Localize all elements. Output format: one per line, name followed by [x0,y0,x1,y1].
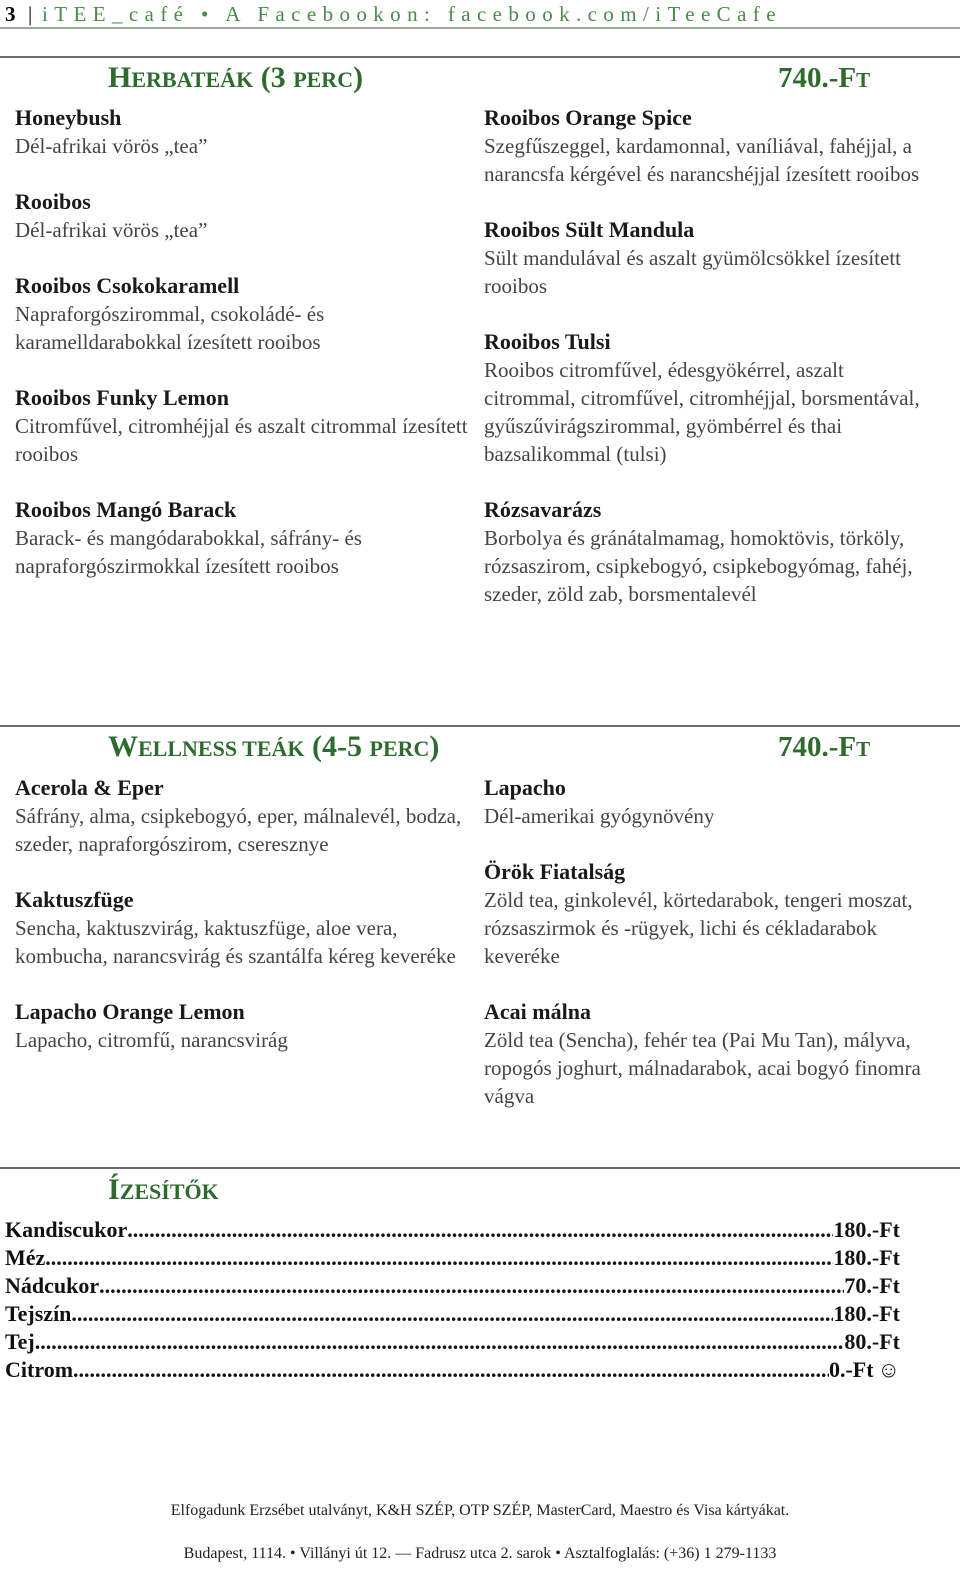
section-title-herbal [108,60,363,98]
flavor-row [5,1244,900,1272]
flavor-price: 70.-Ft [844,1273,900,1298]
menu-item [15,384,470,468]
title-paren-open: (4-5 [312,730,370,763]
section-rule-flavors [0,1167,960,1169]
flavor-row [5,1356,900,1384]
section-rule-wellness [0,725,960,727]
menu-item [15,104,470,160]
title-initial: H [108,61,132,94]
flavor-label: Tej [5,1329,35,1354]
title-initial: Í [108,1173,120,1206]
menu-item-name: Acerola & Eper [15,775,164,800]
menu-item-name: Lapacho [484,775,566,800]
payment-info: Elfogadunk Erzsébet utalványt, K&H SZÉP, OTP SZÉP, MasterCard, Maestro és Visa kártyákat. [170,1502,790,1519]
price-main: 740.-F [778,62,857,94]
menu-item-name: Lapacho Orange Lemon [15,999,245,1024]
menu-item-description: Citromfűvel, citromhéjjal és aszalt citrommal ízesített rooibos [15,414,468,466]
menu-item-description: Zöld tea, ginkolevél, körtedarabok, tengeri moszat, rózsaszirmok és -rügyek, lichi és cékladarabok keveréke [484,888,913,968]
price-main: 740.-F [778,731,857,763]
title-paren-open: (3 [260,61,294,94]
flavor-label: Méz [5,1245,46,1270]
menu-item-name: Rooibos Mangó Barack [15,497,237,522]
menu-item-name: Rooibos Sült Mandula [484,217,695,242]
flavor-label: Citrom [5,1357,74,1382]
title-rest: ZESÍTŐK [119,1179,219,1204]
herbal-left-column [15,104,470,608]
page-number: 3 [5,2,16,26]
menu-item-description: Dél-afrikai vörös „tea” [15,218,208,242]
flavor-price: 80.-Ft [844,1329,900,1354]
menu-item [15,774,470,858]
flavor-price-list [5,1216,900,1384]
menu-item [484,216,934,300]
menu-item [484,104,934,188]
menu-item [484,858,934,970]
menu-item [484,998,934,1110]
menu-item-name: Rooibos Orange Spice [484,105,692,130]
header-separator: | [28,2,33,26]
price-sc: T [856,68,871,92]
section-price-wellness [778,729,870,767]
menu-item-name: Rooibos Csokokaramell [15,273,240,298]
dot-leader [45,1244,833,1272]
wellness-right-column [484,774,934,1138]
flavor-row [5,1272,900,1300]
price-sc: T [856,737,871,761]
menu-item [15,998,470,1054]
menu-item [15,188,470,244]
title-paren-sc: PERC [369,736,430,761]
menu-item-description: Sült mandulával és aszalt gyümölcsökkel ízesített rooibos [484,246,901,298]
flavor-row [5,1328,900,1356]
title-rest: ERBATEÁK [131,67,254,92]
section-title-flavors [108,1172,219,1210]
menu-item-description: Napraforgószirommal, csokoládé- és karamelldarabokkal ízesített rooibos [15,302,325,354]
dot-leader [127,1216,833,1244]
title-paren-close: ) [353,61,364,94]
menu-item-description: Rooibos citromfűvel, édesgyökérrel, aszalt citrommal, citromfűvel, citromhéjjal, borsmentával, gyűszűvirágszirommal, gyömbérrel és thai bazsalikommal (tulsi) [484,358,920,466]
address-info: Budapest, 1114. • Villányi út 12. — Fadrusz utca 2. sarok • Asztalfoglalás: (+36) 1 279-1133 [183,1545,777,1562]
menu-item [15,272,470,356]
menu-item-description: Sencha, kaktuszvirág, kaktuszfüge, aloe vera, kombucha, narancsvirág és szantálfa kéreg keveréke [15,916,456,968]
wellness-left-column [15,774,470,1082]
menu-item-description: Szegfűszeggel, kardamonnal, vaníliával, fahéjjal, a narancsfa kérgével és narancshéjjal ízesített rooibos [484,134,920,186]
dot-leader [73,1356,829,1384]
herbal-right-column [484,104,934,636]
smiley-icon: ☺ [877,1357,900,1382]
flavor-row [5,1300,900,1328]
section-price-herbal [778,60,870,98]
menu-item-name: Rózsavarázs [484,497,602,522]
title-paren-sc: PERC [293,67,354,92]
menu-item-name: Rooibos [15,189,91,214]
menu-item-description: Lapacho, citromfű, narancsvirág [15,1028,288,1052]
menu-item [484,774,934,830]
page-header [0,0,960,28]
flavor-price: 0.-Ft [828,1357,874,1382]
menu-item-name: Honeybush [15,105,122,130]
brand-line: iTEE_café • A Facebookon: facebook.com/iTeeCafe [42,2,782,26]
menu-item-name: Kaktuszfüge [15,887,134,912]
header-rule [0,27,960,29]
flavor-label: Tejszín [5,1301,72,1326]
flavor-price: 180.-Ft [833,1301,900,1326]
dot-leader [71,1300,833,1328]
menu-item-description: Sáfrány, alma, csipkebogyó, eper, málnalevél, bodza, szeder, napraforgószirom, cseresznye [15,804,462,856]
menu-item-description: Dél-amerikai gyógynövény [484,804,715,828]
menu-item-name: Rooibos Funky Lemon [15,385,229,410]
dot-leader [99,1272,844,1300]
dot-leader [35,1328,845,1356]
flavor-label: Kandiscukor [5,1217,128,1242]
menu-item-description: Dél-afrikai vörös „tea” [15,134,208,158]
menu-item-description: Zöld tea (Sencha), fehér tea (Pai Mu Tan), mályva, ropogós joghurt, málnadarabok, acai bogyó finomra vágva [484,1028,921,1108]
menu-item-description: Borbolya és gránátalmamag, homoktövis, törköly, rózsaszirom, csipkebogyó, csipkebogyómag, fahéj, szeder, zöld zab, borsmentalevél [484,526,913,606]
title-initial: W [108,730,138,763]
flavor-row [5,1216,900,1244]
menu-item [484,328,934,468]
menu-item [15,886,470,970]
flavor-label: Nádcukor [5,1273,100,1298]
menu-item-description: Barack- és mangódarabokkal, sáfrány- és napraforgószirmokkal ízesített rooibos [15,526,362,578]
title-rest: ELLNESS TEÁK [138,736,305,761]
menu-item [15,496,470,580]
menu-item-name: Acai málna [484,999,591,1024]
flavor-price: 180.-Ft [833,1217,900,1242]
title-paren-close: ) [429,730,440,763]
menu-item-name: Rooibos Tulsi [484,329,611,354]
section-rule-herbal [0,56,960,58]
menu-item [484,496,934,608]
menu-item-name: Örök Fiatalság [484,859,626,884]
section-title-wellness [108,729,439,767]
flavor-price: 180.-Ft [833,1245,900,1270]
